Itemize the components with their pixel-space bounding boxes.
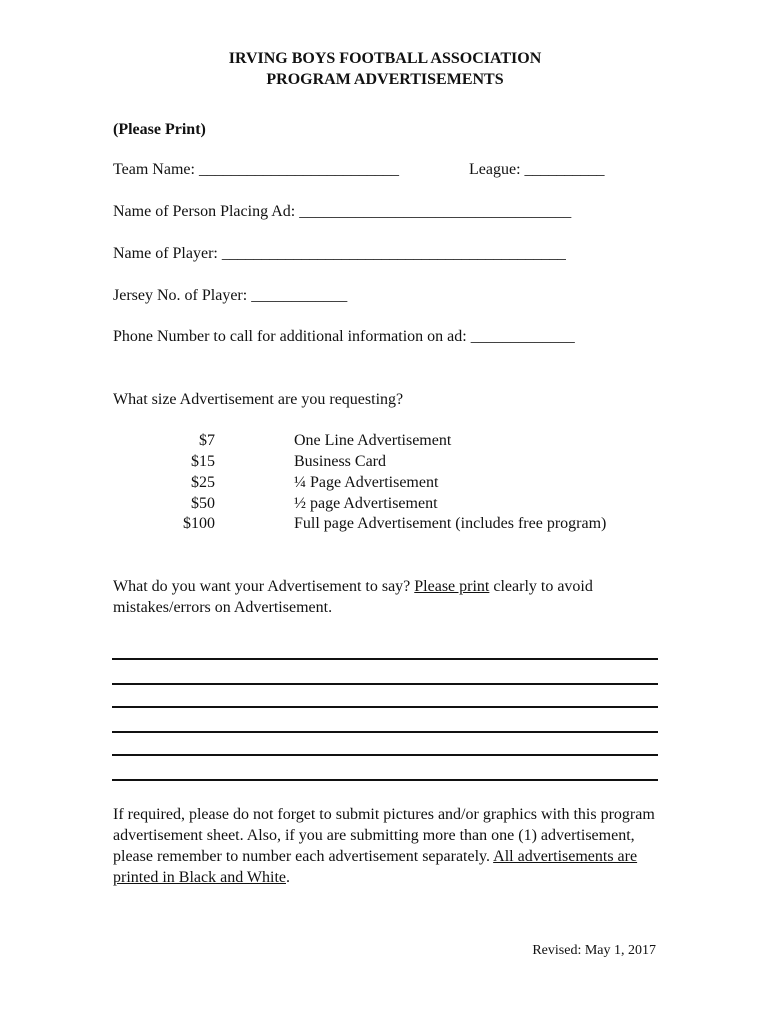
black-white-notice: All advertisements are printed in Black and White — [113, 848, 638, 886]
header-title: IRVING BOYS FOOTBALL ASSOCIATION — [228, 50, 542, 67]
size-label: One Line Advertisement — [294, 432, 452, 449]
ad-text-line — [112, 779, 658, 781]
size-price: $50 — [191, 495, 215, 512]
size-price: $7 — [199, 432, 215, 449]
size-price: $100 — [183, 515, 215, 532]
league-field: League: __________ — [469, 161, 605, 178]
submission-note-end: . — [286, 869, 290, 886]
size-question: What size Advertisement are you requesting? — [113, 391, 404, 408]
size-label: ½ page Advertisement — [294, 495, 438, 512]
submission-note-text: If required, please do not forget to submit pictures and/or graphics with this program advertisement sheet. Also, if you are submitting more than one (1) advertisement, please remember to number each advertisement separately. — [113, 806, 655, 865]
header-subtitle: PROGRAM ADVERTISEMENTS — [266, 71, 504, 88]
ad-text-line — [112, 658, 658, 660]
please-print-label: (Please Print) — [113, 121, 206, 138]
size-label: ¼ Page Advertisement — [294, 474, 439, 491]
ad-content-question — [113, 577, 593, 597]
ad-content-question-part1: What do you want your Advertisement to say? — [113, 578, 415, 595]
ad-text-line — [112, 731, 658, 733]
player-name-field: Name of Player: ___________________________________________ — [113, 245, 566, 262]
ad-text-line — [112, 754, 658, 756]
size-label: Full page Advertisement (includes free program) — [294, 515, 607, 532]
jersey-number-field: Jersey No. of Player: ____________ — [113, 287, 348, 304]
ad-text-line — [112, 683, 658, 685]
person-placing-ad-field: Name of Person Placing Ad: __________________________________ — [113, 203, 572, 220]
revised-date: Revised: May 1, 2017 — [532, 943, 656, 958]
size-label: Business Card — [294, 453, 386, 470]
phone-number-field: Phone Number to call for additional information on ad: _____________ — [113, 328, 575, 345]
ad-text-line — [112, 706, 658, 708]
ad-content-question-line2: mistakes/errors on Advertisement. — [113, 599, 333, 616]
please-print-emphasis: Please print — [414, 578, 490, 595]
submission-note — [113, 804, 673, 888]
size-price: $25 — [191, 474, 215, 491]
ad-content-question-part2: clearly to avoid — [489, 578, 593, 595]
team-name-field: Team Name: _________________________ — [113, 161, 399, 178]
size-price: $15 — [191, 453, 215, 470]
